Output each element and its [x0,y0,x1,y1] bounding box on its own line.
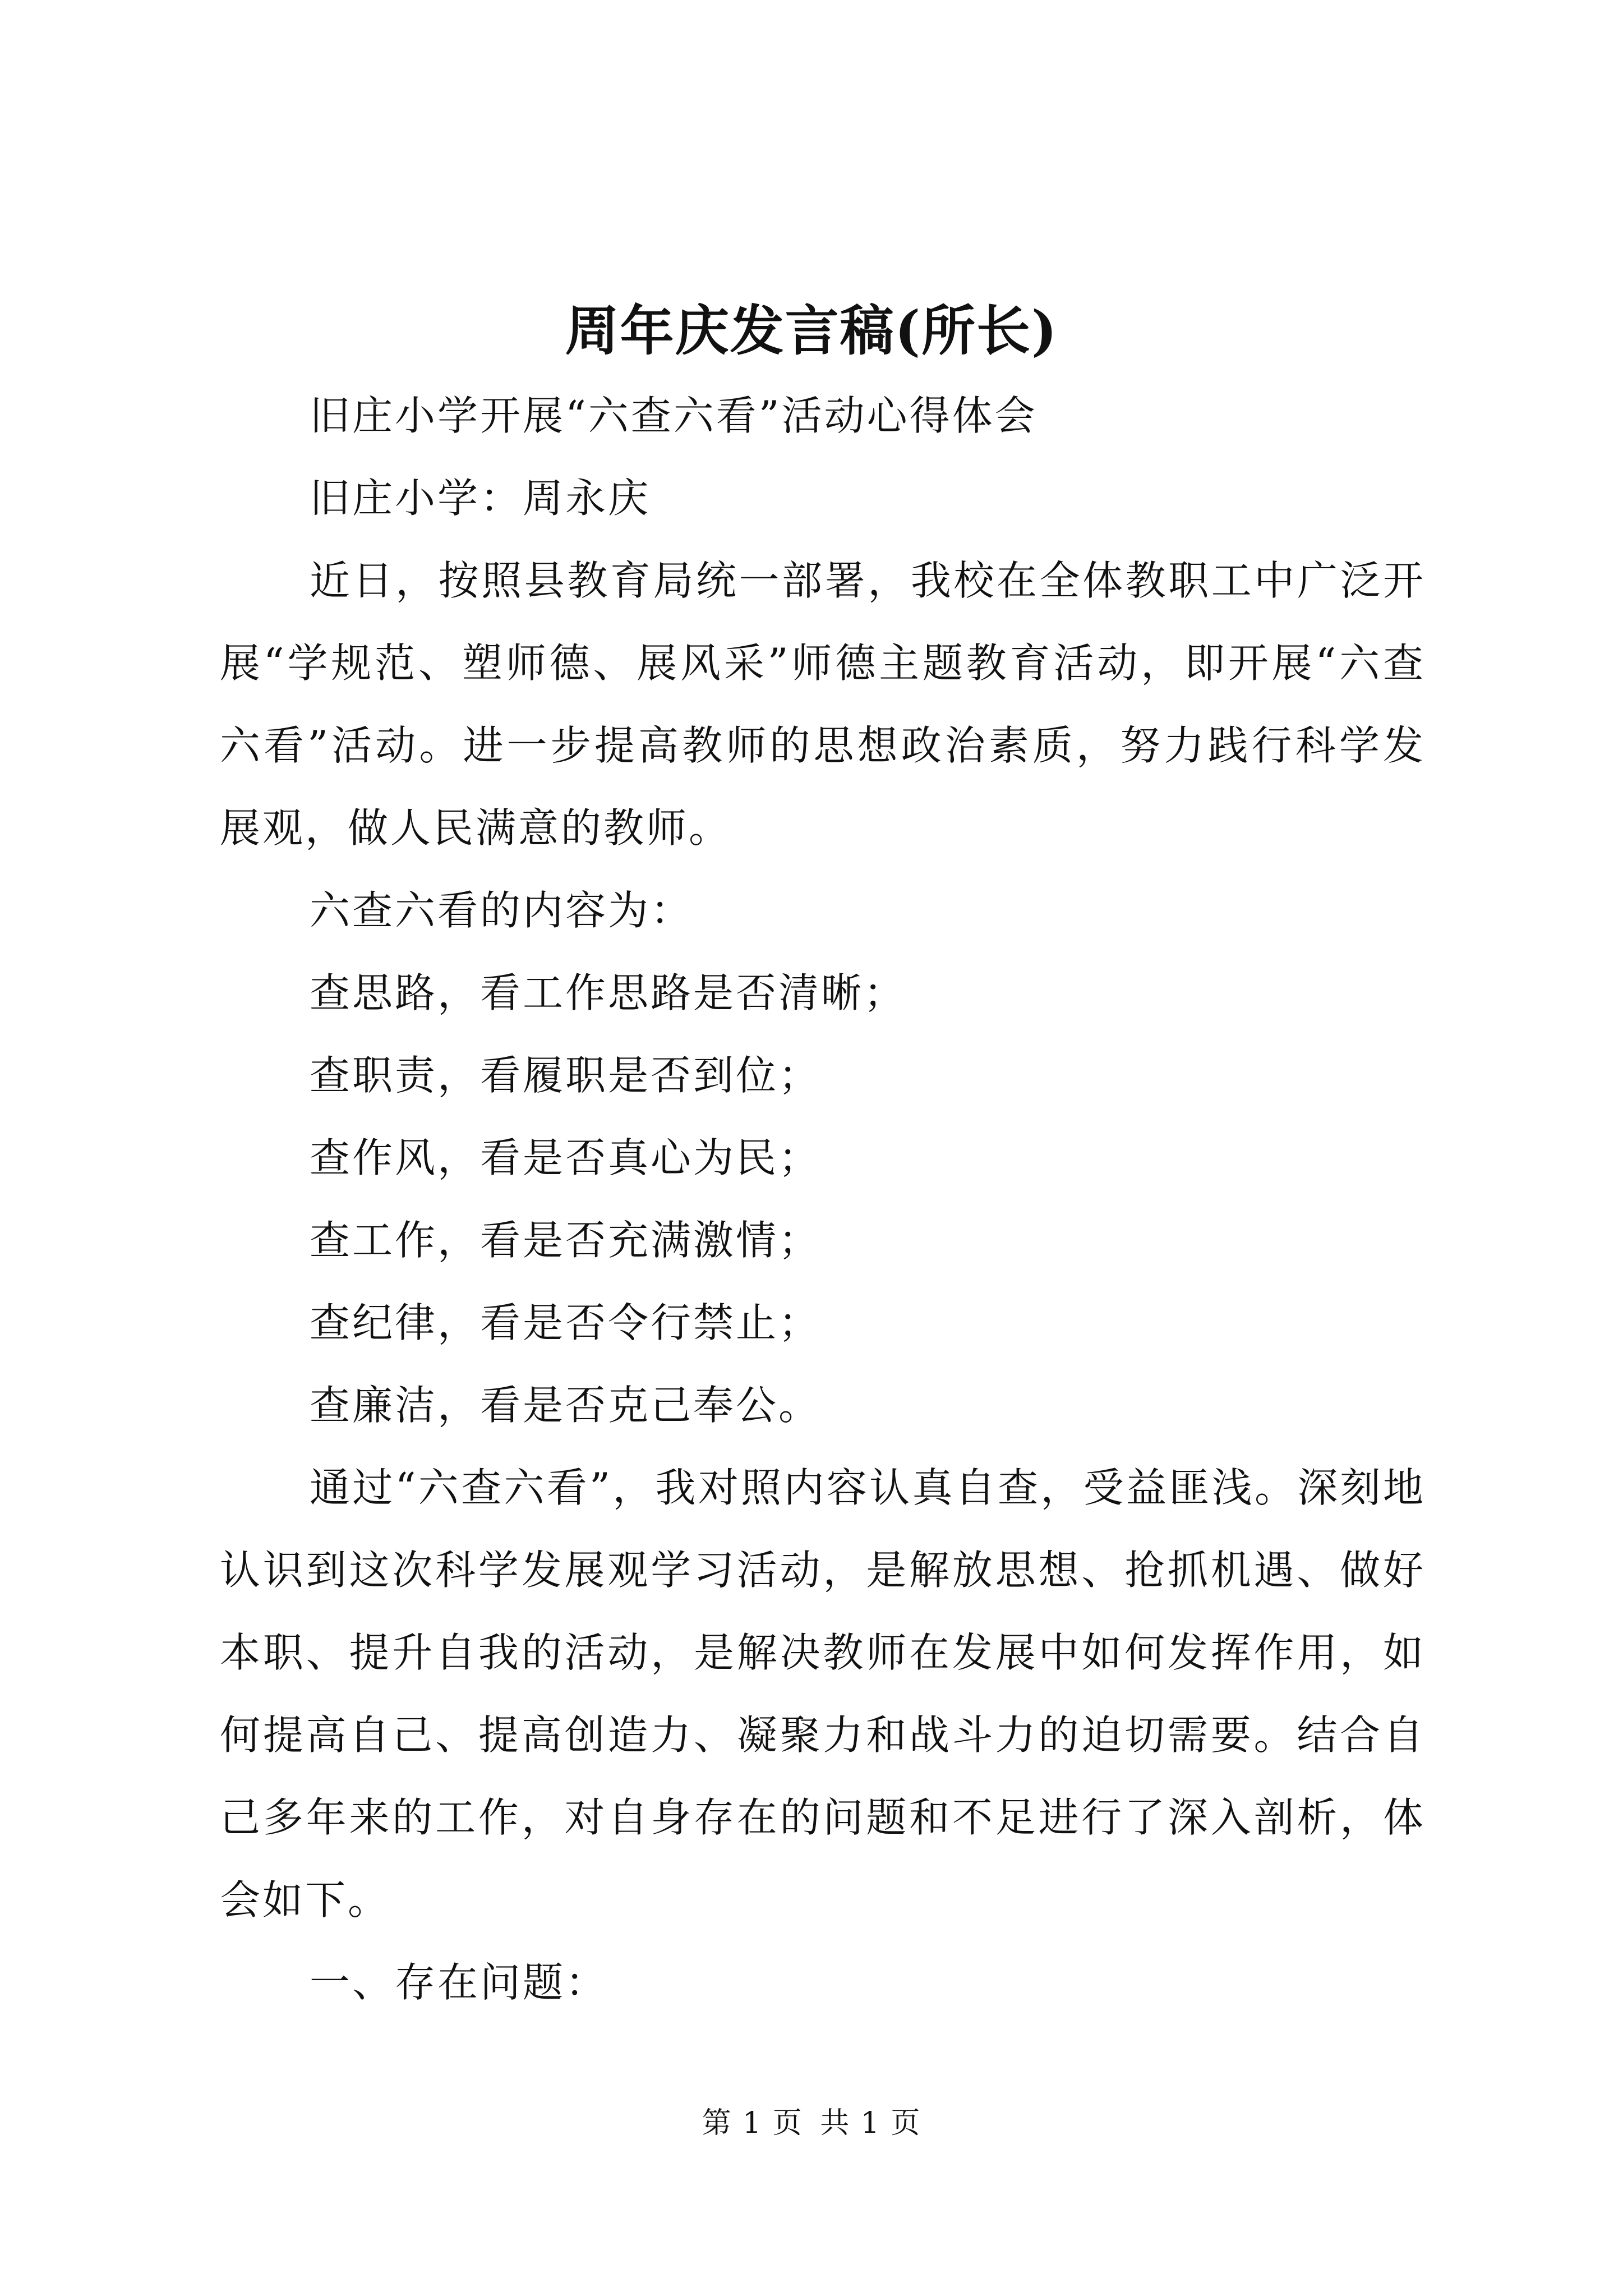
page-total: 共 1 页 [820,2106,921,2140]
check-item-5: 查纪律，看是否令行禁止； [310,1299,822,1346]
section-heading-problems: 一、存在问题： [310,1959,608,2006]
author-line: 旧庄小学：周永庆 [310,475,651,522]
page-number: 第 1 页 [702,2106,803,2140]
subtitle-paragraph: 旧庄小学开展“六查六看”活动心得体会 [310,392,1038,439]
check-item-3: 查作风，看是否真心为民； [310,1134,822,1181]
document-title: 周年庆发言稿(所长) [565,299,1058,362]
check-item-4: 查工作，看是否充满激情； [310,1217,822,1264]
check-item-1: 查思路，看工作思路是否清晰； [310,969,907,1016]
check-item-2: 查职责，看履职是否到位； [310,1052,822,1099]
reflection-paragraph: 通过“六查六看”，我对照内容认真自查，受益匪浅。深刻地认识到这次科学发展观学习活动，是解放思想、抢抓机遇、做好本职、提升自我的活动，是解决教师在发展中如何发挥作用，如何提高自己、提高创造力、凝聚力和战斗力的迫切需要。结合自己多年来的工作，对自身存在的问题和不足进行了深入剖析，体会如下。 [220,1464,1426,1924]
content-heading: 六查六看的内容为： [310,887,694,934]
intro-paragraph: 近日，按照县教育局统一部署，我校在全体教职工中广泛开展“学规范、塑师德、展风采”师德主题教育活动，即开展“六查六看”活动。进一步提高教师的思想政治素质，努力践行科学发展观，做人民满意的教师。 [220,557,1426,852]
page-footer [0,2101,1623,2146]
document-body [220,375,1426,2024]
check-item-6: 查廉洁，看是否克己奉公。 [310,1382,822,1429]
